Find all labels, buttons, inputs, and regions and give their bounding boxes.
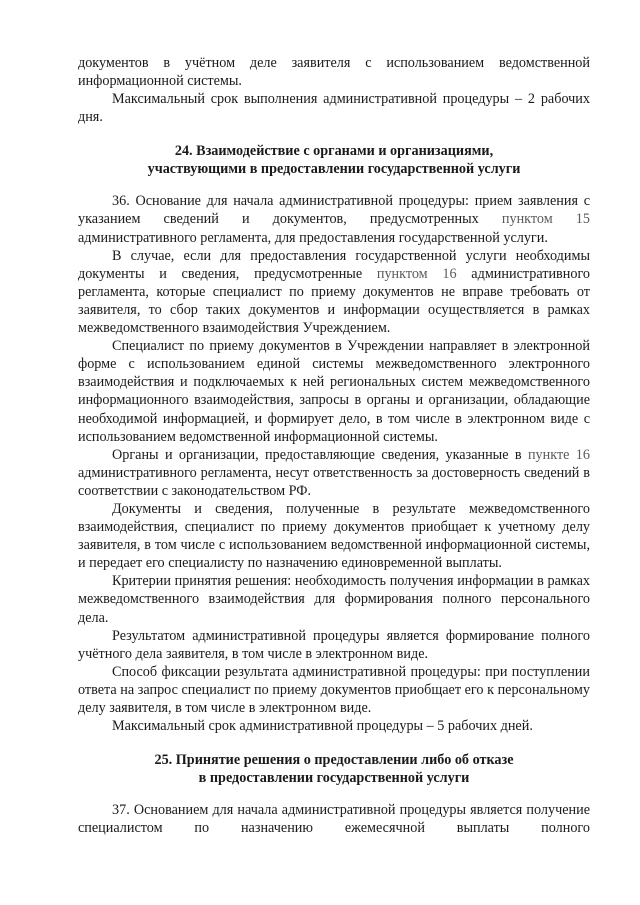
paragraph-in-case xyxy=(78,247,590,337)
paragraph-36-text-b: административного регламента, для предоставления государственной услуги. xyxy=(78,229,548,246)
paragraph-specialist-sends: Специалист по приему документов в Учреждении направляет в электронной форме с использованием единой системы межведомственного электронного взаимодействия и подключаемых к ней региональных систем межведомственного информационного взаимодействия, запросы в органы и организации, обладающие необходимой информацией, и формирует дело, в том числе в электронном виде с использованием ведомственной информационной системы. xyxy=(78,338,590,445)
paragraph-36 xyxy=(78,192,590,246)
section-24-title-line-1: 24. Взаимодействие с органами и организациями, xyxy=(174,143,494,160)
paragraph-in-case-text-a: В случае, если для предоставления государственной услуги необходимы документы и сведения, предусмотренные xyxy=(78,247,590,282)
paragraph-in-case-text-b: административного регламента, которые специалист по приему документов не вправе требовать от заявителя, то сбор таких документов и информации осуществляется в рамках межведомственного взаимодействия Учреждением. xyxy=(78,265,591,337)
paragraph-fixation-method: Способ фиксации результата административной процедуры: при поступлении ответа на запрос специалист по приему документов приобщает его к персональному делу заявителя, в том числе в электронном виде. xyxy=(78,663,590,716)
link-clause-16[interactable]: пункте 16 xyxy=(527,446,590,463)
paragraph-decision-criteria: Критерии принятия решения: необходимость получения информации в рамках межведомственного взаимодействия для формирования полного персонального дела. xyxy=(78,573,590,626)
paragraph-result: Результатом административной процедуры является формирование полного учётного дела заявителя, в том числе в электронном виде. xyxy=(78,627,590,662)
paragraph-organizations xyxy=(78,446,590,500)
paragraph-documents-received: Документы и сведения, полученные в результате межведомственного взаимодействия, специалист по приему документов приобщает к учетному делу заявителя, в том числе с использованием ведомственной информационной системы, и передает его специалисту по назначению единовременной выплаты. xyxy=(78,500,590,572)
section-24-title-line-2: участвующими в предоставлении государственной услуги xyxy=(147,161,521,178)
section-25-title-line-2: в предоставлении государственной услуги xyxy=(198,770,470,787)
paragraph-organizations-text-a: Органы и организации, предоставляющие сведения, указанные в xyxy=(112,446,528,463)
paragraph-continued: документов в учётном деле заявителя с использованием ведомственной информационной системы. xyxy=(78,55,590,90)
link-point-16[interactable]: пунктом 16 xyxy=(376,265,457,282)
paragraph-max-term-2-days: Максимальный срок выполнения административной процедуры – 2 рабочих дня. xyxy=(78,91,590,126)
paragraph-37: 37. Основанием для начала административной процедуры является получение специалистом по назначению ежемесячной выплаты полного xyxy=(78,802,590,837)
link-point-15[interactable]: пунктом 15 xyxy=(501,211,590,228)
paragraph-max-term-5-days: Максимальный срок административной процедуры – 5 рабочих дней. xyxy=(112,718,533,735)
paragraph-36-text-a: 36. Основание для начала административной процедуры: прием заявления с указанием сведений и документов, предусмотренных xyxy=(78,193,590,228)
paragraph-organizations-text-b: административного регламента, несут ответственность за достоверность сведений в соответствии с законодательством РФ. xyxy=(78,464,590,499)
section-25-title-line-1: 25. Принятие решения о предоставлении либо об отказе xyxy=(154,752,514,769)
document-page xyxy=(78,54,590,837)
